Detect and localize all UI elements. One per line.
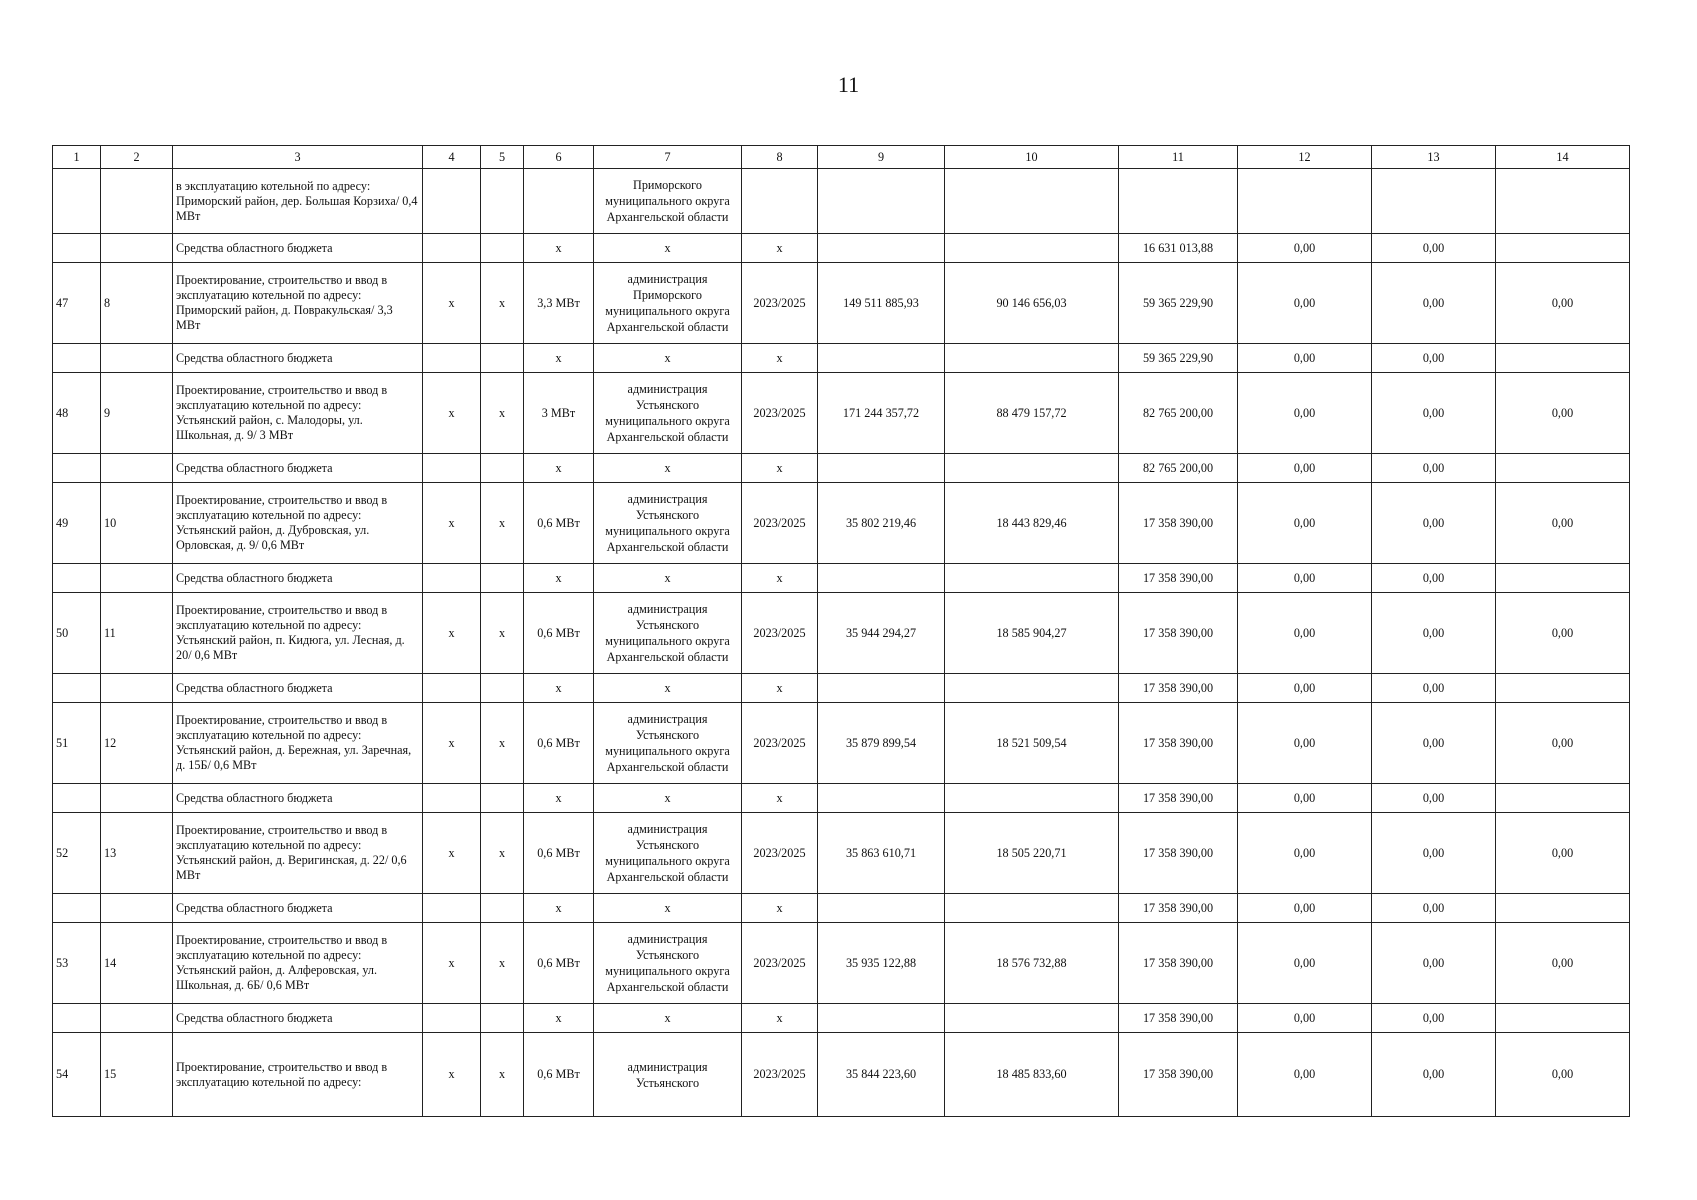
cell-5-cell: [481, 344, 524, 373]
cell-5-cell: x: [481, 923, 524, 1004]
cell-5-cell: [481, 234, 524, 263]
row-number-cell: [53, 1004, 101, 1033]
executor-cell: администрация Устьянского муниципального округа Архангельской области: [594, 813, 742, 894]
cell-5-cell: x: [481, 483, 524, 564]
budget-subrow: [53, 564, 1630, 593]
budget-subrow: [53, 674, 1630, 703]
budget-subrow: [53, 784, 1630, 813]
cell-5-cell: x: [481, 373, 524, 454]
cost-col-13-cell: [1372, 169, 1496, 234]
measure-description-cell: Средства областного бюджета: [173, 344, 423, 373]
measure-description-cell: Проектирование, строительство и ввод в эксплуатацию котельной по адресу: Приморский район, д. Повракульская/ 3,3 МВт: [173, 263, 423, 344]
executor-cell: x: [594, 674, 742, 703]
period-cell: x: [742, 674, 818, 703]
period-cell: x: [742, 564, 818, 593]
cost-col-10-cell: 18 585 904,27: [945, 593, 1119, 674]
period-cell: [742, 169, 818, 234]
item-number-cell: 11: [101, 593, 173, 674]
cost-col-10-cell: [945, 169, 1119, 234]
total-cost-cell: [818, 169, 945, 234]
executor-cell: администрация Устьянского муниципального округа Архангельской области: [594, 483, 742, 564]
total-cost-cell: 171 244 357,72: [818, 373, 945, 454]
cost-col-13-cell: 0,00: [1372, 344, 1496, 373]
capacity-cell: x: [524, 674, 594, 703]
capacity-cell: 0,6 МВт: [524, 593, 594, 674]
executor-cell: администрация Устьянского муниципального округа Архангельской области: [594, 373, 742, 454]
cost-col-14-cell: 0,00: [1496, 813, 1630, 894]
row-number-cell: 54: [53, 1033, 101, 1117]
cell-4-cell: [423, 564, 481, 593]
row-number-cell: 48: [53, 373, 101, 454]
executor-cell: x: [594, 784, 742, 813]
table-row: [53, 593, 1630, 674]
cost-col-12-cell: 0,00: [1238, 1004, 1372, 1033]
table-row: [53, 483, 1630, 564]
cell-5-cell: x: [481, 593, 524, 674]
cell-4-cell: x: [423, 923, 481, 1004]
cost-col-12-cell: 0,00: [1238, 483, 1372, 564]
capacity-cell: x: [524, 1004, 594, 1033]
cost-col-14-cell: [1496, 169, 1630, 234]
period-cell: 2023/2025: [742, 923, 818, 1004]
capacity-cell: 0,6 МВт: [524, 813, 594, 894]
period-cell: 2023/2025: [742, 263, 818, 344]
executor-cell: Приморского муниципального округа Архангельской области: [594, 169, 742, 234]
cell-5-cell: [481, 1004, 524, 1033]
period-cell: x: [742, 344, 818, 373]
regional-budget-cell: 17 358 390,00: [1119, 813, 1238, 894]
total-cost-cell: 35 863 610,71: [818, 813, 945, 894]
cost-col-12-cell: 0,00: [1238, 674, 1372, 703]
cost-col-14-cell: 0,00: [1496, 263, 1630, 344]
capacity-cell: [524, 169, 594, 234]
item-number-cell: 8: [101, 263, 173, 344]
item-number-cell: [101, 784, 173, 813]
total-cost-cell: [818, 564, 945, 593]
cost-col-12-cell: 0,00: [1238, 454, 1372, 483]
cost-col-12-cell: 0,00: [1238, 1033, 1372, 1117]
capacity-cell: x: [524, 564, 594, 593]
item-number-cell: [101, 234, 173, 263]
total-cost-cell: [818, 344, 945, 373]
item-number-cell: 15: [101, 1033, 173, 1117]
cell-5-cell: x: [481, 813, 524, 894]
column-header: 9: [818, 146, 945, 169]
cost-col-12-cell: 0,00: [1238, 593, 1372, 674]
executor-cell: администрация Приморского муниципального округа Архангельской области: [594, 263, 742, 344]
cell-4-cell: x: [423, 1033, 481, 1117]
table-row: [53, 923, 1630, 1004]
measure-description-cell: Средства областного бюджета: [173, 894, 423, 923]
column-header: 7: [594, 146, 742, 169]
cost-col-14-cell: 0,00: [1496, 1033, 1630, 1117]
regional-budget-cell: 17 358 390,00: [1119, 593, 1238, 674]
cost-col-10-cell: 18 443 829,46: [945, 483, 1119, 564]
row-number-cell: [53, 674, 101, 703]
page-number: 11: [837, 72, 860, 97]
executor-cell: администрация Устьянского: [594, 1033, 742, 1117]
item-number-cell: 10: [101, 483, 173, 564]
cost-col-12-cell: [1238, 169, 1372, 234]
table-row: [53, 1033, 1630, 1117]
cost-col-14-cell: [1496, 454, 1630, 483]
executor-cell: x: [594, 1004, 742, 1033]
total-cost-cell: [818, 234, 945, 263]
row-number-cell: 53: [53, 923, 101, 1004]
cell-4-cell: x: [423, 263, 481, 344]
table-row: [53, 373, 1630, 454]
total-cost-cell: 35 879 899,54: [818, 703, 945, 784]
cost-col-14-cell: 0,00: [1496, 923, 1630, 1004]
cost-col-10-cell: [945, 234, 1119, 263]
measure-description-cell: Средства областного бюджета: [173, 1004, 423, 1033]
cost-col-10-cell: [945, 1004, 1119, 1033]
period-cell: 2023/2025: [742, 373, 818, 454]
regional-budget-cell: 17 358 390,00: [1119, 483, 1238, 564]
budget-subrow: [53, 1004, 1630, 1033]
regional-budget-cell: 17 358 390,00: [1119, 894, 1238, 923]
measure-description-cell: Средства областного бюджета: [173, 234, 423, 263]
cost-col-12-cell: 0,00: [1238, 263, 1372, 344]
row-number-cell: 49: [53, 483, 101, 564]
total-cost-cell: [818, 674, 945, 703]
capacity-cell: x: [524, 344, 594, 373]
cost-col-14-cell: [1496, 344, 1630, 373]
budget-subrow: [53, 344, 1630, 373]
executor-cell: x: [594, 454, 742, 483]
regional-budget-cell: 17 358 390,00: [1119, 923, 1238, 1004]
row-number-cell: [53, 784, 101, 813]
cost-col-13-cell: 0,00: [1372, 564, 1496, 593]
cost-col-10-cell: [945, 454, 1119, 483]
executor-cell: x: [594, 894, 742, 923]
row-number-cell: 51: [53, 703, 101, 784]
cell-5-cell: [481, 894, 524, 923]
row-number-cell: 47: [53, 263, 101, 344]
capacity-cell: 3,3 МВт: [524, 263, 594, 344]
cost-col-13-cell: 0,00: [1372, 1033, 1496, 1117]
measure-description-cell: Проектирование, строительство и ввод в эксплуатацию котельной по адресу: Устьянский район, д. Алферовская, ул. Школьная, д. 6Б/ 0,6 МВт: [173, 923, 423, 1004]
cost-col-14-cell: [1496, 894, 1630, 923]
measure-description-cell: Средства областного бюджета: [173, 674, 423, 703]
regional-budget-cell: 16 631 013,88: [1119, 234, 1238, 263]
cost-col-14-cell: [1496, 234, 1630, 263]
item-number-cell: 12: [101, 703, 173, 784]
cost-col-12-cell: 0,00: [1238, 894, 1372, 923]
column-header: 10: [945, 146, 1119, 169]
measure-description-cell: Проектирование, строительство и ввод в эксплуатацию котельной по адресу: Устьянский район, п. Кидюга, ул. Лесная, д. 20/ 0,6 МВт: [173, 593, 423, 674]
cost-col-12-cell: 0,00: [1238, 234, 1372, 263]
cost-col-14-cell: [1496, 674, 1630, 703]
executor-cell: x: [594, 234, 742, 263]
period-cell: 2023/2025: [742, 483, 818, 564]
cell-4-cell: x: [423, 813, 481, 894]
cost-col-10-cell: 18 485 833,60: [945, 1033, 1119, 1117]
period-cell: x: [742, 894, 818, 923]
period-cell: x: [742, 234, 818, 263]
cost-col-10-cell: 90 146 656,03: [945, 263, 1119, 344]
capacity-cell: 0,6 МВт: [524, 483, 594, 564]
regional-budget-cell: 17 358 390,00: [1119, 784, 1238, 813]
total-cost-cell: [818, 894, 945, 923]
table-row: [53, 703, 1630, 784]
column-header: 4: [423, 146, 481, 169]
capacity-cell: x: [524, 454, 594, 483]
regional-budget-cell: [1119, 169, 1238, 234]
total-cost-cell: [818, 454, 945, 483]
measure-description-cell: Проектирование, строительство и ввод в эксплуатацию котельной по адресу: Устьянский район, с. Малодоры, ул. Школьная, д. 9/ 3 МВт: [173, 373, 423, 454]
item-number-cell: [101, 564, 173, 593]
capacity-cell: 0,6 МВт: [524, 1033, 594, 1117]
regional-budget-cell: 17 358 390,00: [1119, 1004, 1238, 1033]
cell-4-cell: [423, 674, 481, 703]
measure-description-cell: Проектирование, строительство и ввод в эксплуатацию котельной по адресу: Устьянский район, д. Дубровская, ул. Орловская, д. 9/ 0,6 МВт: [173, 483, 423, 564]
total-cost-cell: [818, 784, 945, 813]
row-number-cell: [53, 169, 101, 234]
column-header: 11: [1119, 146, 1238, 169]
cell-5-cell: [481, 169, 524, 234]
period-cell: 2023/2025: [742, 813, 818, 894]
cost-col-12-cell: 0,00: [1238, 784, 1372, 813]
item-number-cell: [101, 454, 173, 483]
total-cost-cell: 35 844 223,60: [818, 1033, 945, 1117]
cost-col-14-cell: [1496, 564, 1630, 593]
cell-4-cell: x: [423, 593, 481, 674]
measure-description-cell: Проектирование, строительство и ввод в эксплуатацию котельной по адресу: Устьянский район, д. Бережная, ул. Заречная, д. 15Б/ 0,6 МВт: [173, 703, 423, 784]
period-cell: 2023/2025: [742, 1033, 818, 1117]
row-number-cell: [53, 234, 101, 263]
row-number-cell: [53, 454, 101, 483]
cost-col-10-cell: [945, 344, 1119, 373]
cost-col-13-cell: 0,00: [1372, 454, 1496, 483]
capacity-cell: 3 МВт: [524, 373, 594, 454]
cost-col-14-cell: [1496, 1004, 1630, 1033]
cell-4-cell: x: [423, 703, 481, 784]
capacity-cell: x: [524, 894, 594, 923]
cost-col-13-cell: 0,00: [1372, 784, 1496, 813]
cell-5-cell: x: [481, 703, 524, 784]
cost-col-13-cell: 0,00: [1372, 674, 1496, 703]
regional-budget-cell: 82 765 200,00: [1119, 454, 1238, 483]
column-header: 1: [53, 146, 101, 169]
cost-col-10-cell: [945, 894, 1119, 923]
cell-4-cell: [423, 894, 481, 923]
capacity-cell: x: [524, 234, 594, 263]
measure-description-cell: Проектирование, строительство и ввод в эксплуатацию котельной по адресу:: [173, 1033, 423, 1117]
measure-description-cell: Средства областного бюджета: [173, 454, 423, 483]
cell-5-cell: x: [481, 263, 524, 344]
cell-4-cell: [423, 344, 481, 373]
cost-col-10-cell: 88 479 157,72: [945, 373, 1119, 454]
cost-col-14-cell: 0,00: [1496, 483, 1630, 564]
cost-col-10-cell: [945, 784, 1119, 813]
cost-col-14-cell: 0,00: [1496, 593, 1630, 674]
budget-table: [52, 145, 1630, 1117]
cost-col-13-cell: 0,00: [1372, 483, 1496, 564]
regional-budget-cell: 17 358 390,00: [1119, 564, 1238, 593]
regional-budget-cell: 59 365 229,90: [1119, 344, 1238, 373]
period-cell: 2023/2025: [742, 593, 818, 674]
budget-subrow: [53, 234, 1630, 263]
cell-4-cell: x: [423, 373, 481, 454]
regional-budget-cell: 17 358 390,00: [1119, 703, 1238, 784]
measure-description-cell: Проектирование, строительство и ввод в эксплуатацию котельной по адресу: Устьянский район, д. Веригинская, д. 22/ 0,6 МВт: [173, 813, 423, 894]
executor-cell: администрация Устьянского муниципального округа Архангельской области: [594, 593, 742, 674]
item-number-cell: 9: [101, 373, 173, 454]
cell-4-cell: [423, 784, 481, 813]
total-cost-cell: [818, 1004, 945, 1033]
total-cost-cell: 149 511 885,93: [818, 263, 945, 344]
cost-col-12-cell: 0,00: [1238, 923, 1372, 1004]
regional-budget-cell: 17 358 390,00: [1119, 1033, 1238, 1117]
cost-col-13-cell: 0,00: [1372, 234, 1496, 263]
total-cost-cell: 35 802 219,46: [818, 483, 945, 564]
cost-col-10-cell: 18 521 509,54: [945, 703, 1119, 784]
cell-5-cell: [481, 784, 524, 813]
item-number-cell: 14: [101, 923, 173, 1004]
item-number-cell: 13: [101, 813, 173, 894]
period-cell: x: [742, 784, 818, 813]
cost-col-13-cell: 0,00: [1372, 923, 1496, 1004]
column-header: 2: [101, 146, 173, 169]
row-number-cell: 50: [53, 593, 101, 674]
cost-col-13-cell: 0,00: [1372, 1004, 1496, 1033]
table-body: [53, 169, 1630, 1117]
row-number-cell: 52: [53, 813, 101, 894]
cell-5-cell: [481, 454, 524, 483]
cost-col-14-cell: 0,00: [1496, 703, 1630, 784]
table-row: [53, 263, 1630, 344]
cost-col-10-cell: [945, 674, 1119, 703]
column-header: 13: [1372, 146, 1496, 169]
total-cost-cell: 35 944 294,27: [818, 593, 945, 674]
row-number-cell: [53, 344, 101, 373]
period-cell: 2023/2025: [742, 703, 818, 784]
cost-col-10-cell: 18 505 220,71: [945, 813, 1119, 894]
item-number-cell: [101, 344, 173, 373]
capacity-cell: 0,6 МВт: [524, 923, 594, 1004]
cost-col-10-cell: [945, 564, 1119, 593]
cell-4-cell: x: [423, 483, 481, 564]
cost-col-12-cell: 0,00: [1238, 564, 1372, 593]
cell-5-cell: [481, 564, 524, 593]
period-cell: x: [742, 1004, 818, 1033]
measure-description-cell: в эксплуатацию котельной по адресу: Приморский район, дер. Большая Корзиха/ 0,4 МВт: [173, 169, 423, 234]
cost-col-12-cell: 0,00: [1238, 813, 1372, 894]
cost-col-13-cell: 0,00: [1372, 373, 1496, 454]
measure-description-cell: Средства областного бюджета: [173, 784, 423, 813]
cell-4-cell: [423, 454, 481, 483]
item-number-cell: [101, 894, 173, 923]
budget-subrow: [53, 454, 1630, 483]
item-number-cell: [101, 169, 173, 234]
column-header: 12: [1238, 146, 1372, 169]
cell-4-cell: [423, 234, 481, 263]
capacity-cell: 0,6 МВт: [524, 703, 594, 784]
cost-col-14-cell: [1496, 784, 1630, 813]
budget-subrow: [53, 894, 1630, 923]
cost-col-12-cell: 0,00: [1238, 344, 1372, 373]
executor-cell: администрация Устьянского муниципального округа Архангельской области: [594, 923, 742, 1004]
item-number-cell: [101, 1004, 173, 1033]
row-number-cell: [53, 894, 101, 923]
column-header: 3: [173, 146, 423, 169]
measure-description-cell: Средства областного бюджета: [173, 564, 423, 593]
regional-budget-cell: 17 358 390,00: [1119, 674, 1238, 703]
executor-cell: администрация Устьянского муниципального округа Архангельской области: [594, 703, 742, 784]
cost-col-14-cell: 0,00: [1496, 373, 1630, 454]
cost-col-13-cell: 0,00: [1372, 894, 1496, 923]
regional-budget-cell: 82 765 200,00: [1119, 373, 1238, 454]
cost-col-13-cell: 0,00: [1372, 813, 1496, 894]
cell-4-cell: [423, 169, 481, 234]
item-number-cell: [101, 674, 173, 703]
executor-cell: x: [594, 564, 742, 593]
total-cost-cell: 35 935 122,88: [818, 923, 945, 1004]
cost-col-12-cell: 0,00: [1238, 703, 1372, 784]
cost-col-13-cell: 0,00: [1372, 703, 1496, 784]
cost-col-13-cell: 0,00: [1372, 593, 1496, 674]
cell-5-cell: [481, 674, 524, 703]
cell-5-cell: x: [481, 1033, 524, 1117]
table-row: [53, 813, 1630, 894]
table-row: [53, 169, 1630, 234]
column-header: 14: [1496, 146, 1630, 169]
column-number-row: [53, 146, 1630, 169]
regional-budget-cell: 59 365 229,90: [1119, 263, 1238, 344]
column-header: 6: [524, 146, 594, 169]
column-header: 8: [742, 146, 818, 169]
column-header: 5: [481, 146, 524, 169]
cost-col-12-cell: 0,00: [1238, 373, 1372, 454]
cell-4-cell: [423, 1004, 481, 1033]
cost-col-13-cell: 0,00: [1372, 263, 1496, 344]
period-cell: x: [742, 454, 818, 483]
capacity-cell: x: [524, 784, 594, 813]
row-number-cell: [53, 564, 101, 593]
executor-cell: x: [594, 344, 742, 373]
cost-col-10-cell: 18 576 732,88: [945, 923, 1119, 1004]
